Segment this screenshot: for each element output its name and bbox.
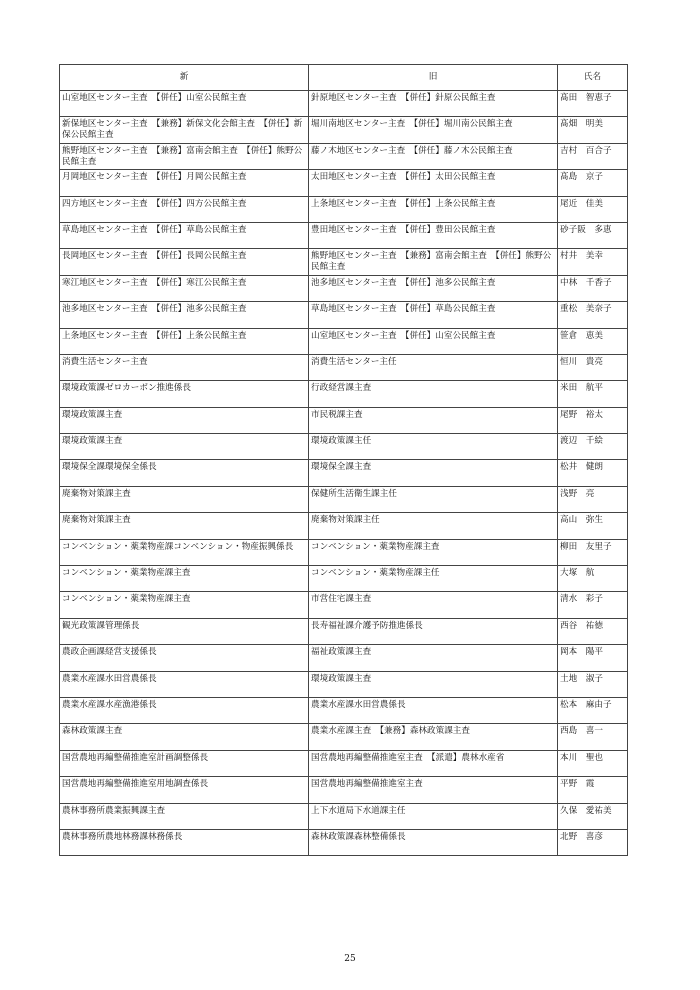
table-row bbox=[60, 486, 628, 512]
cell-name: 尾野 裕太 bbox=[558, 407, 628, 433]
cell-new: 観光政策課管理係長 bbox=[60, 618, 309, 644]
cell-old: 豊田地区センター主査 【併任】豊田公民館主査 bbox=[309, 222, 558, 248]
cell-name: 渡辺 千絵 bbox=[558, 434, 628, 460]
table-row bbox=[60, 803, 628, 829]
cell-new: 廃棄物対策課主査 bbox=[60, 486, 309, 512]
header-old: 旧 bbox=[309, 65, 558, 91]
cell-old: 森林政策課森林整備係長 bbox=[309, 829, 558, 855]
cell-name: 松井 健朗 bbox=[558, 460, 628, 486]
table-row bbox=[60, 222, 628, 248]
cell-name: 本川 聖也 bbox=[558, 750, 628, 776]
table-row bbox=[60, 354, 628, 380]
cell-name: 砂子阪 多恵 bbox=[558, 222, 628, 248]
cell-old: 環境政策課主任 bbox=[309, 434, 558, 460]
cell-name: 西島 喜一 bbox=[558, 724, 628, 750]
table-row bbox=[60, 170, 628, 196]
cell-name: 清水 彩子 bbox=[558, 592, 628, 618]
cell-old: 山室地区センター主査 【併任】山室公民館主査 bbox=[309, 328, 558, 354]
cell-old: 保健所生活衛生課主任 bbox=[309, 486, 558, 512]
cell-new: 消費生活センター主査 bbox=[60, 354, 309, 380]
table-row bbox=[60, 645, 628, 671]
cell-name: 村井 美幸 bbox=[558, 249, 628, 275]
cell-name: 土地 淑子 bbox=[558, 671, 628, 697]
table-row bbox=[60, 566, 628, 592]
cell-new: 月岡地区センター主査 【併任】月岡公民館主査 bbox=[60, 170, 309, 196]
cell-new: 環境政策課ゼロカーボン推進係長 bbox=[60, 381, 309, 407]
cell-name: 尾近 佳美 bbox=[558, 196, 628, 222]
cell-new: 農業水産課水田営農係長 bbox=[60, 671, 309, 697]
cell-new: 環境保全課環境保全係長 bbox=[60, 460, 309, 486]
cell-name: 髙畑 明美 bbox=[558, 117, 628, 143]
cell-old: 福祉政策課主査 bbox=[309, 645, 558, 671]
table-row bbox=[60, 196, 628, 222]
cell-name: 髙田 智恵子 bbox=[558, 91, 628, 117]
cell-name: 高山 弥生 bbox=[558, 513, 628, 539]
cell-old: 国営農地再編整備推進室主査 bbox=[309, 777, 558, 803]
cell-old: 市営住宅課主査 bbox=[309, 592, 558, 618]
cell-old: 廃棄物対策課主任 bbox=[309, 513, 558, 539]
table-row bbox=[60, 117, 628, 143]
cell-name: 髙島 京子 bbox=[558, 170, 628, 196]
cell-new: 長岡地区センター主査 【併任】長岡公民館主査 bbox=[60, 249, 309, 275]
cell-old: 消費生活センター主任 bbox=[309, 354, 558, 380]
cell-old: 上下水道局下水道課主任 bbox=[309, 803, 558, 829]
table-row bbox=[60, 407, 628, 433]
cell-old: 国営農地再編整備推進室主査 【派遣】農林水産省 bbox=[309, 750, 558, 776]
cell-new: コンベンション・薬業物産課主査 bbox=[60, 566, 309, 592]
cell-old: 池多地区センター主査 【併任】池多公民館主査 bbox=[309, 275, 558, 301]
header-row bbox=[60, 65, 628, 91]
cell-name: 重松 美奈子 bbox=[558, 302, 628, 328]
cell-old: 堀川南地区センター主査 【併任】堀川南公民館主査 bbox=[309, 117, 558, 143]
table-row bbox=[60, 697, 628, 723]
cell-old: 環境政策課主査 bbox=[309, 671, 558, 697]
personnel-table bbox=[59, 64, 628, 856]
table-row bbox=[60, 724, 628, 750]
cell-name: 米田 航平 bbox=[558, 381, 628, 407]
cell-name: 吉村 百合子 bbox=[558, 143, 628, 169]
table-row bbox=[60, 513, 628, 539]
cell-old: 草島地区センター主査 【併任】草島公民館主査 bbox=[309, 302, 558, 328]
cell-name: 久保 愛祐美 bbox=[558, 803, 628, 829]
table-row bbox=[60, 249, 628, 275]
cell-name: 北野 喜彦 bbox=[558, 829, 628, 855]
table-row bbox=[60, 143, 628, 169]
cell-old: 行政経営課主査 bbox=[309, 381, 558, 407]
table-row bbox=[60, 328, 628, 354]
table-row bbox=[60, 671, 628, 697]
cell-new: 農林事務所農業振興課主査 bbox=[60, 803, 309, 829]
cell-old: 農業水産課主査 【兼務】森林政策課主査 bbox=[309, 724, 558, 750]
table-body bbox=[60, 91, 628, 856]
table-row bbox=[60, 829, 628, 855]
cell-name: 恒川 貴亮 bbox=[558, 354, 628, 380]
table-row bbox=[60, 460, 628, 486]
table-row bbox=[60, 302, 628, 328]
table-row bbox=[60, 434, 628, 460]
cell-name: 笹倉 恵美 bbox=[558, 328, 628, 354]
table-row bbox=[60, 750, 628, 776]
table-row bbox=[60, 618, 628, 644]
cell-name: 中林 千香子 bbox=[558, 275, 628, 301]
header-name: 氏名 bbox=[558, 65, 628, 91]
table-row bbox=[60, 592, 628, 618]
cell-old: 長寿福祉課介護予防推進係長 bbox=[309, 618, 558, 644]
cell-new: コンベンション・薬業物産課主査 bbox=[60, 592, 309, 618]
cell-old: 藤ノ木地区センター主査 【併任】藤ノ木公民館主査 bbox=[309, 143, 558, 169]
table-row bbox=[60, 275, 628, 301]
cell-old: コンベンション・薬業物産課主査 bbox=[309, 539, 558, 565]
cell-name: 松本 麻由子 bbox=[558, 697, 628, 723]
cell-old: 太田地区センター主査 【併任】太田公民館主査 bbox=[309, 170, 558, 196]
table-row bbox=[60, 91, 628, 117]
cell-new: 池多地区センター主査 【併任】池多公民館主査 bbox=[60, 302, 309, 328]
cell-new: 国営農地再編整備推進室計画調整係長 bbox=[60, 750, 309, 776]
cell-old: 農業水産課水田営農係長 bbox=[309, 697, 558, 723]
cell-new: 農業水産課水産漁港係長 bbox=[60, 697, 309, 723]
cell-old: 市民税課主査 bbox=[309, 407, 558, 433]
cell-old: 環境保全課主査 bbox=[309, 460, 558, 486]
cell-new: 農政企画課経営支援係長 bbox=[60, 645, 309, 671]
cell-name: 岡本 陽平 bbox=[558, 645, 628, 671]
cell-old: 熊野地区センター主査 【兼務】富南会館主査 【併任】熊野公民館主査 bbox=[309, 249, 558, 275]
cell-new: 上条地区センター主査 【併任】上条公民館主査 bbox=[60, 328, 309, 354]
cell-name: 大塚 航 bbox=[558, 566, 628, 592]
cell-name: 柳田 友里子 bbox=[558, 539, 628, 565]
cell-new: 草島地区センター主査 【併任】草島公民館主査 bbox=[60, 222, 309, 248]
cell-name: 西谷 祐徳 bbox=[558, 618, 628, 644]
cell-new: 新保地区センター主査 【兼務】新保文化会館主査 【併任】新保公民館主査 bbox=[60, 117, 309, 143]
cell-old: 上条地区センター主査 【併任】上条公民館主査 bbox=[309, 196, 558, 222]
cell-name: 浅野 亮 bbox=[558, 486, 628, 512]
cell-old: 針原地区センター主査 【併任】針原公民館主査 bbox=[309, 91, 558, 117]
cell-new: 寒江地区センター主査 【併任】寒江公民館主査 bbox=[60, 275, 309, 301]
cell-name: 平野 霞 bbox=[558, 777, 628, 803]
cell-new: 熊野地区センター主査 【兼務】富南会館主査 【併任】熊野公民館主査 bbox=[60, 143, 309, 169]
cell-new: 廃棄物対策課主査 bbox=[60, 513, 309, 539]
cell-new: コンベンション・薬業物産課コンベンション・物産振興係長 bbox=[60, 539, 309, 565]
cell-new: 四方地区センター主査 【併任】四方公民館主査 bbox=[60, 196, 309, 222]
cell-new: 農林事務所農地林務課林務係長 bbox=[60, 829, 309, 855]
page-number: 25 bbox=[344, 954, 356, 964]
header-new: 新 bbox=[60, 65, 309, 91]
cell-new: 森林政策課主査 bbox=[60, 724, 309, 750]
cell-new: 国営農地再編整備推進室用地調査係長 bbox=[60, 777, 309, 803]
table-row bbox=[60, 777, 628, 803]
table-row bbox=[60, 539, 628, 565]
cell-old: コンベンション・薬業物産課主任 bbox=[309, 566, 558, 592]
cell-new: 山室地区センター主査 【併任】山室公民館主査 bbox=[60, 91, 309, 117]
cell-new: 環境政策課主査 bbox=[60, 407, 309, 433]
table-row bbox=[60, 381, 628, 407]
cell-new: 環境政策課主査 bbox=[60, 434, 309, 460]
